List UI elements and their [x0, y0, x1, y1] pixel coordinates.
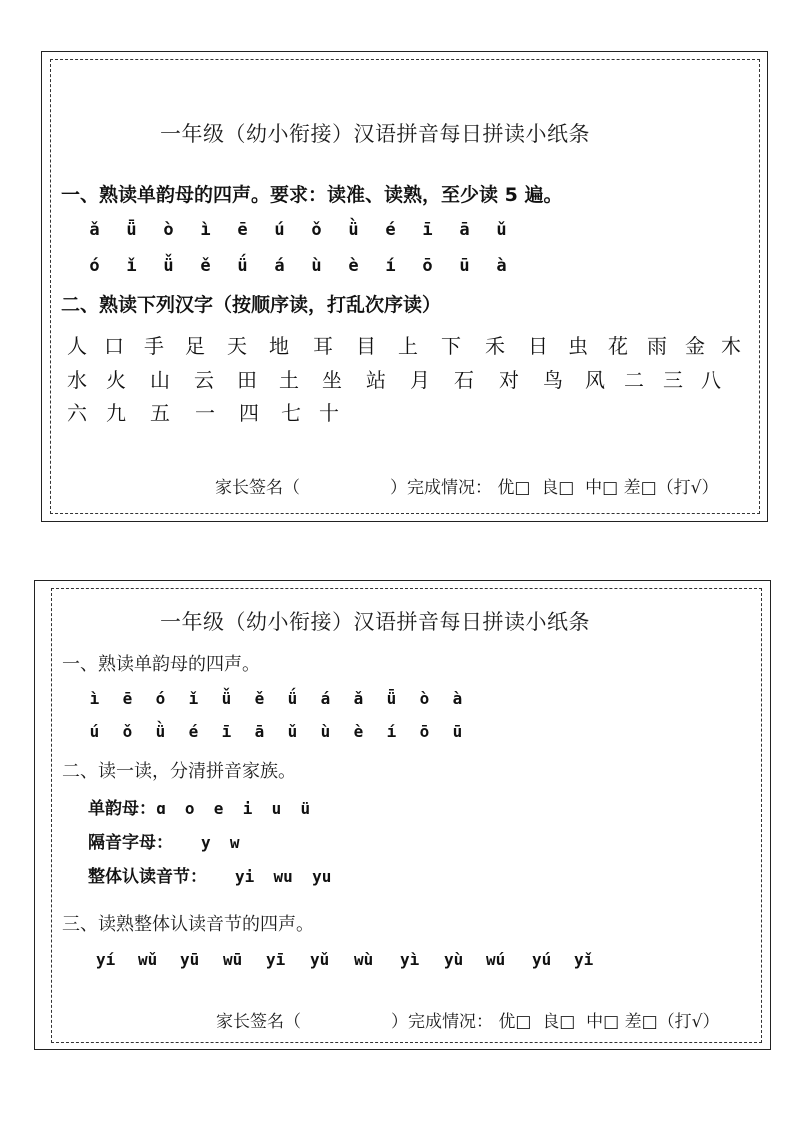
pinyin-item: ā [459, 220, 470, 240]
pinyin-item: ǔ [287, 722, 298, 741]
hanzi-item: 人 [67, 334, 87, 358]
whole-syllables-label: 整体认读音节： [88, 867, 207, 887]
syllable-item: yú [532, 950, 552, 969]
option-excellent[interactable]: 优□ [498, 1012, 532, 1032]
completion-label: ）完成情况： [390, 478, 492, 498]
pinyin-item: ǚ [221, 689, 232, 708]
pinyin-item: í [385, 256, 396, 276]
hanzi-item: 天 [227, 334, 247, 358]
hanzi-item: 足 [185, 334, 205, 358]
option-poor[interactable]: 差□ [624, 1012, 658, 1032]
option-excellent[interactable]: 优□ [497, 478, 531, 498]
hanzi-item: 上 [398, 334, 418, 358]
hanzi-item: 花 [608, 334, 628, 358]
pinyin-item: ū [459, 256, 470, 276]
hanzi-item: 水 [67, 368, 87, 392]
hanzi-item: 口 [104, 334, 124, 358]
pinyin-item: ǐ [188, 689, 199, 708]
hanzi-item: 二 [624, 368, 644, 392]
option-average[interactable]: 中□ [585, 478, 619, 498]
hanzi-item: 火 [106, 368, 126, 392]
pinyin-item: ǐ [126, 256, 137, 276]
pinyin-item: ě [254, 689, 265, 708]
pinyin-item: è [353, 722, 364, 741]
syllable-item: wǔ [138, 950, 158, 969]
pinyin-item: ó [89, 256, 100, 276]
hanzi-item: 手 [144, 334, 164, 358]
pinyin-item: ǚ [163, 256, 174, 276]
hanzi-item: 六 [67, 401, 87, 425]
syllable-item: yū [180, 950, 200, 969]
hanzi-item: 风 [585, 368, 605, 392]
pinyin-item: é [385, 220, 396, 240]
option-poor[interactable]: 差□ [623, 478, 657, 498]
card1-hanzi-row-1 [60, 330, 748, 359]
hanzi-item: 石 [454, 368, 474, 392]
pinyin-item: á [320, 689, 331, 708]
card2-pinyin-row-2 [78, 722, 474, 741]
hanzi-item: 三 [663, 368, 683, 392]
hanzi-item: 鸟 [543, 368, 563, 392]
hanzi-item: 对 [499, 368, 519, 392]
separator-letters-label: 隔音字母： [88, 833, 173, 853]
pinyin-item: ā [254, 722, 265, 741]
syllable-item: yí [96, 950, 116, 969]
pinyin-item: ǎ [353, 689, 364, 708]
pinyin-item: è [348, 256, 359, 276]
pinyin-item: ǘ [237, 256, 248, 276]
card1-pinyin-row-2 [76, 256, 520, 276]
whole-syllables-line [88, 862, 331, 887]
pinyin-item: ē [122, 689, 133, 708]
hanzi-item: 土 [279, 368, 299, 392]
pinyin-item: é [188, 722, 199, 741]
hanzi-item: 七 [281, 401, 301, 425]
option-good[interactable]: 良□ [542, 1012, 576, 1032]
hanzi-item: 目 [356, 334, 376, 358]
syllable-item: wù [354, 950, 374, 969]
syllable-item: yī [266, 950, 286, 969]
hanzi-item: 一 [195, 401, 215, 425]
pinyin-item: ē [237, 220, 248, 240]
pinyin-item: ě [200, 256, 211, 276]
hanzi-item: 日 [528, 334, 548, 358]
pinyin-item: í [386, 722, 397, 741]
card2-title: 一年级（幼小衔接）汉语拼音每日拼读小纸条 [160, 610, 590, 634]
pinyin-item: ō [419, 722, 430, 741]
pinyin-item: ì [200, 220, 211, 240]
hanzi-item: 四 [239, 401, 259, 425]
pinyin-item: ū [452, 722, 463, 741]
single-finals-line [88, 794, 310, 819]
hanzi-item: 地 [269, 334, 289, 358]
pinyin-item: ī [422, 220, 433, 240]
pinyin-item: ó [155, 689, 166, 708]
hanzi-item: 九 [106, 401, 126, 425]
syllable-item: yǔ [310, 950, 330, 969]
syllable-item: yǐ [574, 950, 594, 969]
hanzi-item: 下 [441, 334, 461, 358]
pinyin-item: ǒ [122, 722, 133, 741]
syllable-item: yì [400, 950, 420, 969]
pinyin-item: ō [422, 256, 433, 276]
check-note: （打√） [657, 1012, 720, 1032]
option-good[interactable]: 良□ [541, 478, 575, 498]
hanzi-item: 耳 [313, 334, 333, 358]
pinyin-item: ī [221, 722, 232, 741]
single-finals-label: 单韵母： [88, 799, 156, 819]
syllable-item: wú [486, 950, 506, 969]
parent-signature-label: 家长签名（ [215, 478, 300, 498]
hanzi-item: 田 [237, 368, 257, 392]
separator-letters-value: y w [201, 833, 240, 852]
card2-syllable-row [96, 950, 604, 969]
check-note: （打√） [656, 478, 719, 498]
hanzi-item: 禾 [485, 334, 505, 358]
pinyin-item: ǔ [496, 220, 507, 240]
pinyin-item: à [452, 689, 463, 708]
single-finals-value: ɑ o e i u ü [156, 799, 311, 818]
parent-signature-label: 家长签名（ [216, 1012, 301, 1032]
hanzi-item: 坐 [322, 368, 342, 392]
card2-section2-heading: 二、读一读，分清拼音家族。 [62, 761, 296, 782]
hanzi-item: 站 [366, 368, 386, 392]
syllable-item: wū [223, 950, 243, 969]
card2-section1-heading: 一、熟读单韵母的四声。 [62, 654, 260, 675]
card2-pinyin-row-1 [78, 689, 474, 708]
pinyin-item: ò [419, 689, 430, 708]
hanzi-item: 山 [150, 368, 170, 392]
pinyin-item: ǒ [311, 220, 322, 240]
card1-hanzi-row-3 [60, 397, 346, 426]
whole-syllables-value: yi wu yu [235, 867, 332, 886]
pinyin-item: ú [274, 220, 285, 240]
pinyin-item: ǘ [287, 689, 298, 708]
option-average[interactable]: 中□ [586, 1012, 620, 1032]
hanzi-item: 月 [410, 368, 430, 392]
hanzi-item: 雨 [647, 334, 667, 358]
card1-hanzi-row-2 [60, 364, 728, 393]
syllable-item: yù [444, 950, 464, 969]
card2-section3-heading: 三、读熟整体认读音节的四声。 [62, 914, 314, 935]
separator-letters-line [88, 828, 240, 853]
hanzi-item: 八 [701, 368, 721, 392]
pinyin-item: à [496, 256, 507, 276]
pinyin-item: ǜ [155, 722, 166, 741]
hanzi-item: 虫 [568, 334, 588, 358]
hanzi-item: 金 [685, 334, 705, 358]
card1-pinyin-row-1 [76, 220, 520, 240]
pinyin-item: ǜ [348, 220, 359, 240]
card2-footer [216, 1007, 720, 1032]
pinyin-item: ǖ [126, 220, 137, 240]
pinyin-item: ù [320, 722, 331, 741]
hanzi-item: 十 [319, 401, 339, 425]
card1-title: 一年级（幼小衔接）汉语拼音每日拼读小纸条 [160, 122, 590, 146]
completion-label: ）完成情况： [391, 1012, 493, 1032]
pinyin-item: á [274, 256, 285, 276]
card1-section1-heading: 一、熟读单韵母的四声。要求：读准、读熟，至少读 5 遍。 [61, 184, 563, 206]
pinyin-item: ì [89, 689, 100, 708]
card1-footer [215, 473, 719, 498]
pinyin-item: ǖ [386, 689, 397, 708]
card1-section2-heading: 二、熟读下列汉字（按顺序读，打乱次序读） [61, 294, 442, 316]
hanzi-item: 云 [194, 368, 214, 392]
hanzi-item: 五 [150, 401, 170, 425]
pinyin-item: ù [311, 256, 322, 276]
pinyin-item: ú [89, 722, 100, 741]
pinyin-item: ǎ [89, 220, 100, 240]
hanzi-item: 木 [721, 334, 741, 358]
pinyin-item: ò [163, 220, 174, 240]
